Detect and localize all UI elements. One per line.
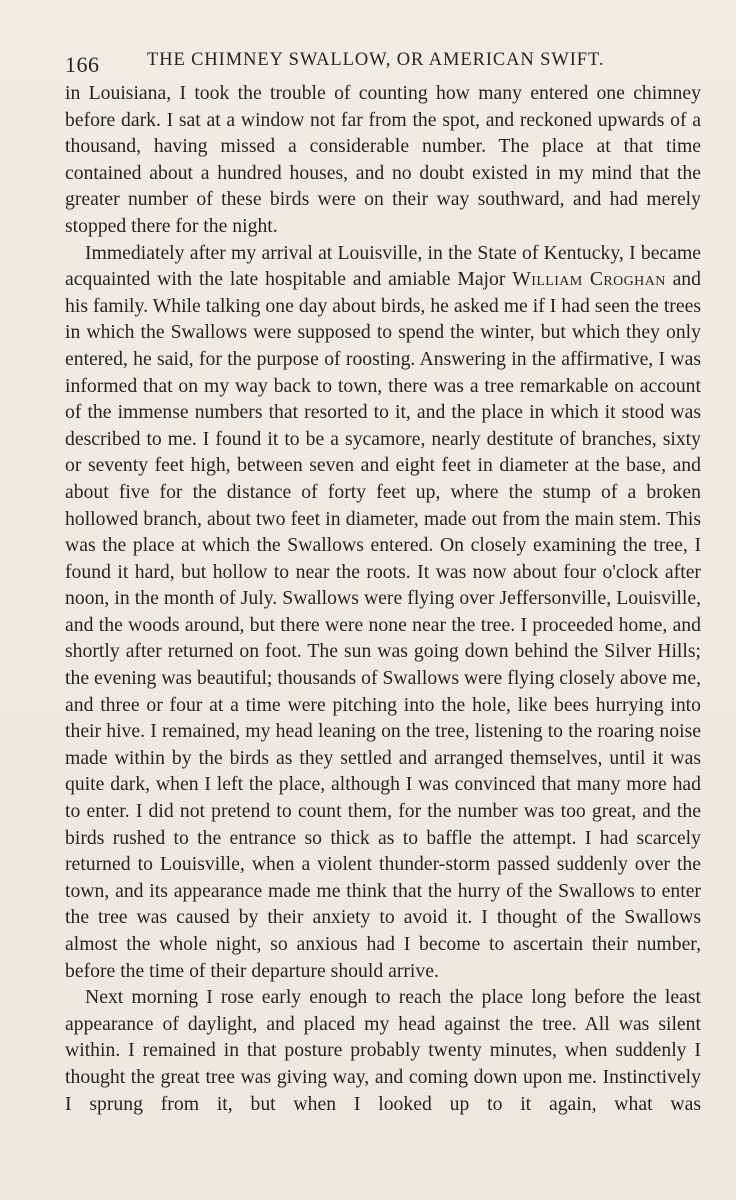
paragraph-1: in Louisiana, I took the trouble of counting how many entered one chimney before dark. I sat at a window not far from the spot, and reckoned upwards of a thousand, having missed a considerable number. The place at that time contained about a hundred houses, and no doubt existed in my mind that the greater number of these birds were on their way southward, and had merely stopped there for the night. [65,82,701,237]
paragraph-3: Next morning I rose early enough to reach the place long before the least appearance of daylight, and placed my head against the tree. All was silent within. I remained in that posture probably twenty minutes, when suddenly I thought the great tree was giving way, and coming down upon me. Instinctively I sprung from it, but when I looked up to it again, what was [65,986,701,1115]
page-number: 166 [65,52,100,77]
running-title: THE CHIMNEY SWALLOW, OR AMERICAN SWIFT. [147,50,605,70]
page-header [65,44,705,78]
body-text [65,80,701,1117]
paragraph-2 [65,240,701,985]
paragraph-2-body: and his family. While talking one day about birds, he asked me if I had seen the trees in which the Swallows were supposed to spend the winter, but which they only entered, he said, for the purpose of roosting. Answering in the affirmative, I was informed that on my way back to town, there was a tree remarkable on account of the immense numbers that resorted to it, and the place in which it stood was described to me. I found it to be a sycamore, nearly destitute of branches, sixty or seventy feet high, between seven and eight feet in diameter at the base, and about five for the distance of forty feet up, where the stump of a broken hollowed branch, about two feet in diameter, made out from the main stem. This was the place at which the Swallows entered. On closely examining the tree, I found it hard, but hollow to near the roots. It was now about four o'clock after noon, in the month of July. Swallows were flying over Jeffersonville, Louisville, and the woods around, but there were none near the tree. I proceeded home, and shortly after returned on foot. The sun was going down behind the Silver Hills; the evening was beautiful; thousands of Swallows were flying closely above me, and three or four at a time were pitching into the hole, like bees hurrying into their hive. I remained, my head leaning on the tree, listening to the roaring noise made within by the birds as they settled and arranged themselves, until it was quite dark, when I left the place, although I was convinced that many more had to enter. I did not pretend to count them, for the number was too great, and the birds rushed to the entrance so thick as to baffle the attempt. I had scarcely returned to Louisville, when a violent thunder-storm passed suddenly over the town, and its appearance made me think that the hurry of the Swallows to enter the tree was caused by their anxiety to avoid it. I thought of the Swallows almost the whole night, so anxious had I become to ascertain their number, before the time of their departure should arrive. [65,268,701,982]
person-name: William Croghan [512,268,666,291]
paragraph-2-opening: Immediately after my arrival at Louisville, in the State of Kentucky, I became acquainted with the late hospitable and amiable Major [65,241,701,291]
